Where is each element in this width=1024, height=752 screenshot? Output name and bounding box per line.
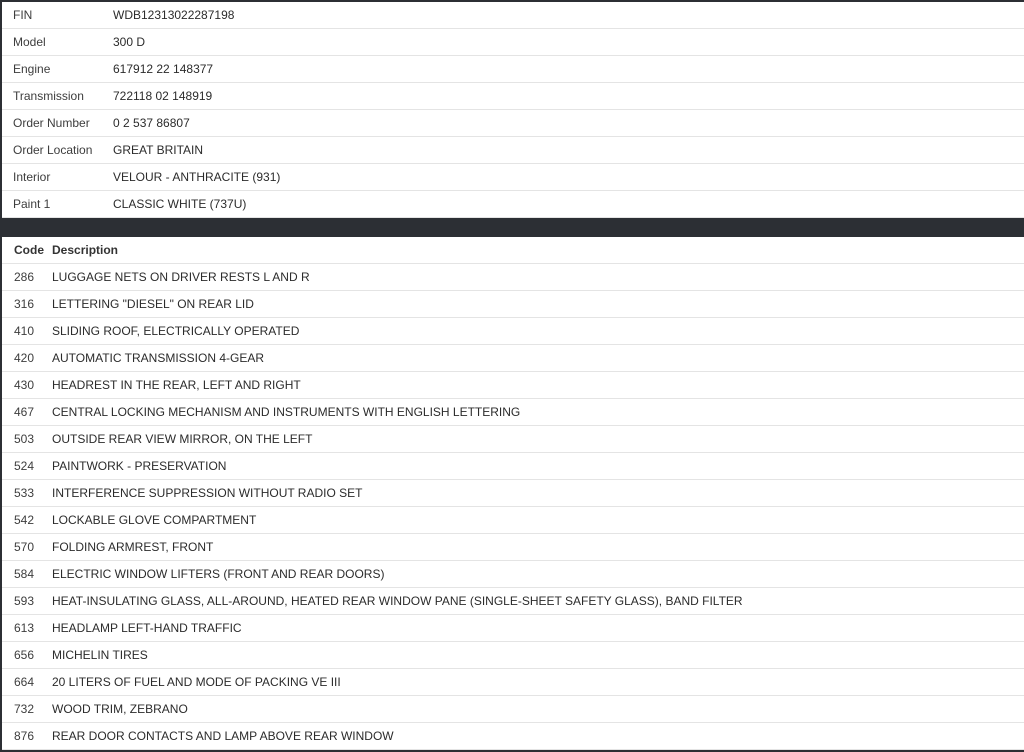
code-description: HEADREST IN THE REAR, LEFT AND RIGHT: [52, 378, 301, 392]
code-row: [2, 480, 1024, 507]
code-description: 20 LITERS OF FUEL AND MODE OF PACKING VE III: [52, 675, 341, 689]
code-row: [2, 588, 1024, 615]
code-description: LUGGAGE NETS ON DRIVER RESTS L AND R: [52, 270, 310, 284]
code-value: 593: [14, 594, 35, 608]
code-description: WOOD TRIM, ZEBRANO: [52, 702, 188, 716]
code-value: 613: [14, 621, 35, 635]
code-row: [2, 372, 1024, 399]
spec-value: 0 2 537 86807: [113, 116, 190, 130]
code-description: PAINTWORK - PRESERVATION: [52, 459, 227, 473]
option-codes-table: [2, 237, 1024, 750]
spec-value: CLASSIC WHITE (737U): [113, 197, 247, 211]
code-value: 664: [14, 675, 35, 689]
code-row: [2, 723, 1024, 750]
code-row: [2, 264, 1024, 291]
code-value: 316: [14, 297, 35, 311]
spec-label: Model: [13, 35, 46, 49]
spec-row: [2, 29, 1024, 56]
code-description: HEAT-INSULATING GLASS, ALL-AROUND, HEATED REAR WINDOW PANE (SINGLE-SHEET SAFETY GLASS), BAND FILTER: [52, 594, 743, 608]
code-column-header: Code: [14, 243, 44, 257]
spec-value: VELOUR - ANTHRACITE (931): [113, 170, 281, 184]
code-value: 533: [14, 486, 35, 500]
vehicle-spec-table: [2, 2, 1024, 218]
table-separator: [2, 218, 1024, 237]
spec-row: [2, 164, 1024, 191]
code-description: LOCKABLE GLOVE COMPARTMENT: [52, 513, 257, 527]
code-row: [2, 453, 1024, 480]
spec-label: Transmission: [13, 89, 84, 103]
spec-value: WDB12313022287198: [113, 8, 235, 22]
codes-header-row: [2, 237, 1024, 264]
code-description: INTERFERENCE SUPPRESSION WITHOUT RADIO SET: [52, 486, 363, 500]
spec-label: Order Number: [13, 116, 90, 130]
code-description: HEADLAMP LEFT-HAND TRAFFIC: [52, 621, 242, 635]
code-row: [2, 669, 1024, 696]
code-description: CENTRAL LOCKING MECHANISM AND INSTRUMENTS WITH ENGLISH LETTERING: [52, 405, 521, 419]
code-value: 420: [14, 351, 35, 365]
code-description: AUTOMATIC TRANSMISSION 4-GEAR: [52, 351, 265, 365]
code-description: OUTSIDE REAR VIEW MIRROR, ON THE LEFT: [52, 432, 313, 446]
spec-row: [2, 110, 1024, 137]
code-value: 570: [14, 540, 35, 554]
code-value: 876: [14, 729, 35, 743]
code-row: [2, 318, 1024, 345]
description-column-header: Description: [52, 243, 119, 257]
spec-value: 617912 22 148377: [113, 62, 214, 76]
code-value: 732: [14, 702, 35, 716]
code-row: [2, 615, 1024, 642]
spec-label: Order Location: [13, 143, 93, 157]
code-row: [2, 399, 1024, 426]
spec-row: [2, 137, 1024, 164]
code-value: 542: [14, 513, 35, 527]
code-description: FOLDING ARMREST, FRONT: [52, 540, 214, 554]
code-value: 524: [14, 459, 35, 473]
code-row: [2, 561, 1024, 588]
code-row: [2, 642, 1024, 669]
code-row: [2, 534, 1024, 561]
code-description: SLIDING ROOF, ELECTRICALLY OPERATED: [52, 324, 300, 338]
code-row: [2, 345, 1024, 372]
spec-value: 722118 02 148919: [113, 89, 213, 103]
code-value: 584: [14, 567, 35, 581]
code-description: ELECTRIC WINDOW LIFTERS (FRONT AND REAR DOORS): [52, 567, 385, 581]
spec-label: Interior: [13, 170, 51, 184]
code-row: [2, 507, 1024, 534]
spec-value: GREAT BRITAIN: [113, 143, 204, 157]
code-description: MICHELIN TIRES: [52, 648, 148, 662]
spec-label: FIN: [13, 8, 33, 22]
code-value: 503: [14, 432, 35, 446]
code-row: [2, 696, 1024, 723]
spec-label: Paint 1: [13, 197, 51, 211]
code-value: 467: [14, 405, 35, 419]
code-description: REAR DOOR CONTACTS AND LAMP ABOVE REAR WINDOW: [52, 729, 394, 743]
code-row: [2, 291, 1024, 318]
code-value: 410: [14, 324, 35, 338]
spec-row: [2, 191, 1024, 218]
code-row: [2, 426, 1024, 453]
code-description: LETTERING "DIESEL" ON REAR LID: [52, 297, 254, 311]
spec-label: Engine: [13, 62, 51, 76]
spec-value: 300 D: [113, 35, 146, 49]
code-value: 430: [14, 378, 35, 392]
code-value: 286: [14, 270, 35, 284]
spec-row: [2, 56, 1024, 83]
spec-row: [2, 2, 1024, 29]
code-value: 656: [14, 648, 35, 662]
spec-row: [2, 83, 1024, 110]
